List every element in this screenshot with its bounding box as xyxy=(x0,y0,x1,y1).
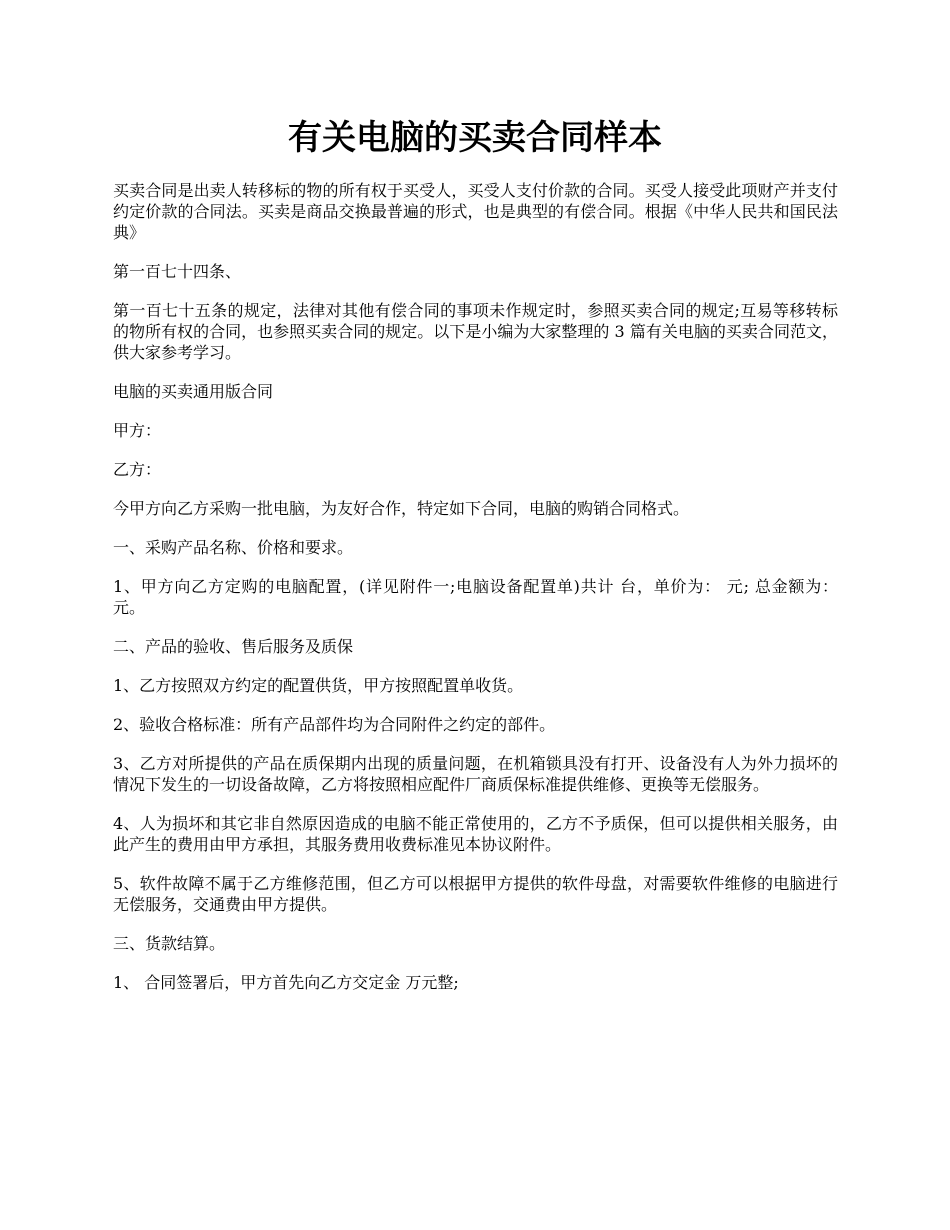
document-title: 有关电脑的买卖合同样本 xyxy=(288,118,662,158)
party-b: 乙方： xyxy=(113,460,162,479)
contract-heading: 电脑的买卖通用版合同 xyxy=(113,382,274,401)
clause-2-4: 4、人为损坏和其它非自然原因造成的电脑不能正常使用的，乙方不予质保，但可以提供相关服务，由此产生的费用由甲方承担，其服务费用收费标准见本协议附件。 xyxy=(113,814,838,854)
paragraph-article-174: 第一百七十四条、 xyxy=(113,262,242,281)
party-a: 甲方： xyxy=(113,421,162,440)
clause-1-1: 1、甲方向乙方定购的电脑配置，(详见附件一;电脑设备配置单)共计 台，单价为： 元; 总金额为： 元。 xyxy=(113,577,838,617)
section-heading-3: 三、货款结算。 xyxy=(113,934,226,953)
document-body xyxy=(113,180,838,1011)
clause-2-3: 3、乙方对所提供的产品在质保期内出现的质量问题，在机箱锁具没有打开、设备没有人为外力损坏的情况下发生的一切设备故障，乙方将按照相应配件厂商质保标准提供维修、更换等无偿服务。 xyxy=(113,754,838,794)
clause-3-1: 1、 合同签署后，甲方首先向乙方交定金 万元整; xyxy=(113,973,459,992)
paragraph-intro: 买卖合同是出卖人转移标的物的所有权于买受人，买受人支付价款的合同。买受人接受此项财产并支付约定价款的合同法。买卖是商品交换最普遍的形式，也是典型的有偿合同。根据《中华人民共和国民法典》 xyxy=(113,181,838,242)
clause-2-2: 2、验收合格标准：所有产品部件均为合同附件之约定的部件。 xyxy=(113,715,556,734)
paragraph-article-175: 第一百七十五条的规定，法律对其他有偿合同的事项未作规定时，参照买卖合同的规定;互易等移转标的物所有权的合同，也参照买卖合同的规定。以下是小编为大家整理的 3 篇有关电脑的买卖合同范文，供大家参考学习。 xyxy=(113,301,838,362)
clause-2-5: 5、软件故障不属于乙方维修范围，但乙方可以根据甲方提供的软件母盘，对需要软件维修的电脑进行无偿服务，交通费由甲方提供。 xyxy=(113,874,838,914)
section-heading-1: 一、采购产品名称、价格和要求。 xyxy=(113,538,354,557)
section-heading-2: 二、产品的验收、售后服务及质保 xyxy=(113,637,354,656)
clause-2-1: 1、乙方按照双方约定的配置供货，甲方按照配置单收货。 xyxy=(113,676,524,695)
paragraph-preamble: 今甲方向乙方采购一批电脑，为友好合作，特定如下合同，电脑的购销合同格式。 xyxy=(113,499,690,518)
